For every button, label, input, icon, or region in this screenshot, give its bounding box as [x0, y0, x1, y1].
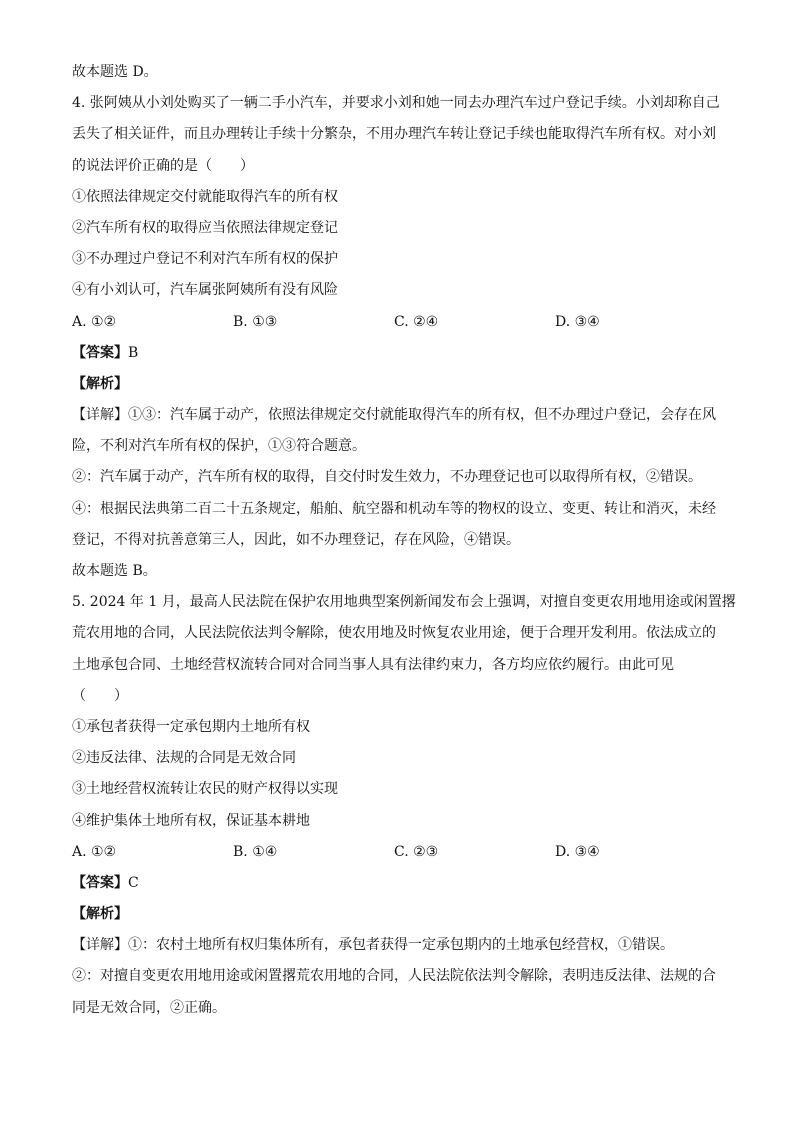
explanation-line: 【详解】①：农村土地所有权归集体所有，承包者获得一定承包期内的土地承包经营权，①错误。	[72, 937, 674, 954]
answer-options	[72, 842, 724, 862]
statement: ①承包者获得一定承包期内土地所有权	[72, 718, 310, 735]
question-stem-line: （ ）	[72, 687, 128, 704]
question-stem-line: 丢失了相关证件，而且办理转让手续十分繁杂，不用办理汽车转让登记手续也能取得汽车所有权。对小刘	[72, 126, 716, 143]
question-conclusion: 故本题选 B。	[72, 563, 157, 579]
option-b: B. ①④	[233, 843, 278, 860]
statement: ②违反法律、法规的合同是无效合同	[72, 750, 296, 767]
option-a: A. ①②	[72, 843, 117, 860]
explanation-line: 同是无效合同，②正确。	[72, 999, 226, 1016]
explanation-line: 登记，不得对抗善意第三人，因此，如不办理登记，存在风险，④错误。	[72, 531, 520, 548]
answer-options	[72, 312, 724, 332]
statement: ②汽车所有权的取得应当依照法律规定登记	[72, 219, 338, 236]
question-stem-line: 的说法评价正确的是（ ）	[72, 157, 254, 174]
question-5	[72, 592, 736, 1017]
option-c: C. ②④	[394, 313, 439, 330]
answer-line	[72, 873, 724, 893]
answer-value: C	[128, 874, 139, 891]
statement: ④有小刘认可，汽车属张阿姨所有没有风险	[72, 282, 338, 299]
explanation-line: ②：对擅自变更农用地用途或闲置撂荒农用地的合同，人民法院依法判令解除，表明违反法律、法规的合	[72, 968, 716, 985]
analysis-label: 【解析】	[72, 906, 128, 923]
question-stem-line: 5. 2024 年 1 月，最高人民法院在保护农用地典型案例新闻发布会上强调，对擅自变更农用地用途或闲置撂	[72, 594, 736, 611]
explanation-line: 险，不利对汽车所有权的保护，①③符合题意。	[72, 438, 366, 455]
statement: ③不办理过户登记不利对汽车所有权的保护	[72, 251, 338, 268]
answer-label: 【答案】	[72, 344, 128, 361]
answer-value: B	[128, 344, 139, 361]
question-4	[72, 93, 724, 581]
question-stem-line: 4. 张阿姨从小刘处购买了一辆二手小汽车，并要求小刘和她一同去办理汽车过户登记手续。小刘却称自己	[72, 95, 720, 112]
statement: ①依照法律规定交付就能取得汽车的所有权	[72, 188, 338, 205]
question-stem-line: 荒农用地的合同，人民法院依法判令解除，使农用地及时恢复农业用途，便于合理开发利用。依法成立的	[72, 625, 716, 642]
answer-line	[72, 343, 724, 363]
option-d: D. ③④	[555, 843, 600, 860]
statement: ④维护集体土地所有权，保证基本耕地	[72, 812, 310, 829]
option-a: A. ①②	[72, 313, 117, 330]
previous-conclusion: 故本题选 D。	[72, 64, 158, 80]
option-d: D. ③④	[555, 313, 600, 330]
option-c: C. ②③	[394, 843, 439, 860]
analysis-label: 【解析】	[72, 375, 128, 392]
option-b: B. ①③	[233, 313, 278, 330]
statement: ③土地经营权流转让农民的财产权得以实现	[72, 781, 338, 798]
document-page	[72, 62, 736, 1029]
answer-label: 【答案】	[72, 874, 128, 891]
explanation-line: ②：汽车属于动产，汽车所有权的取得，自交付时发生效力，不办理登记也可以取得所有权，②错误。	[72, 469, 702, 486]
explanation-line: ④：根据民法典第二百二十五条规定，船舶、航空器和机动车等的物权的设立、变更、转让和消灭，未经	[72, 500, 716, 517]
question-stem-line: 土地承包合同、土地经营权流转合同对合同当事人具有法律约束力，各方均应依约履行。由此可见	[72, 656, 674, 673]
explanation-line: 【详解】①③：汽车属于动产，依照法律规定交付就能取得汽车的所有权，但不办理过户登记，会存在风	[72, 407, 716, 424]
